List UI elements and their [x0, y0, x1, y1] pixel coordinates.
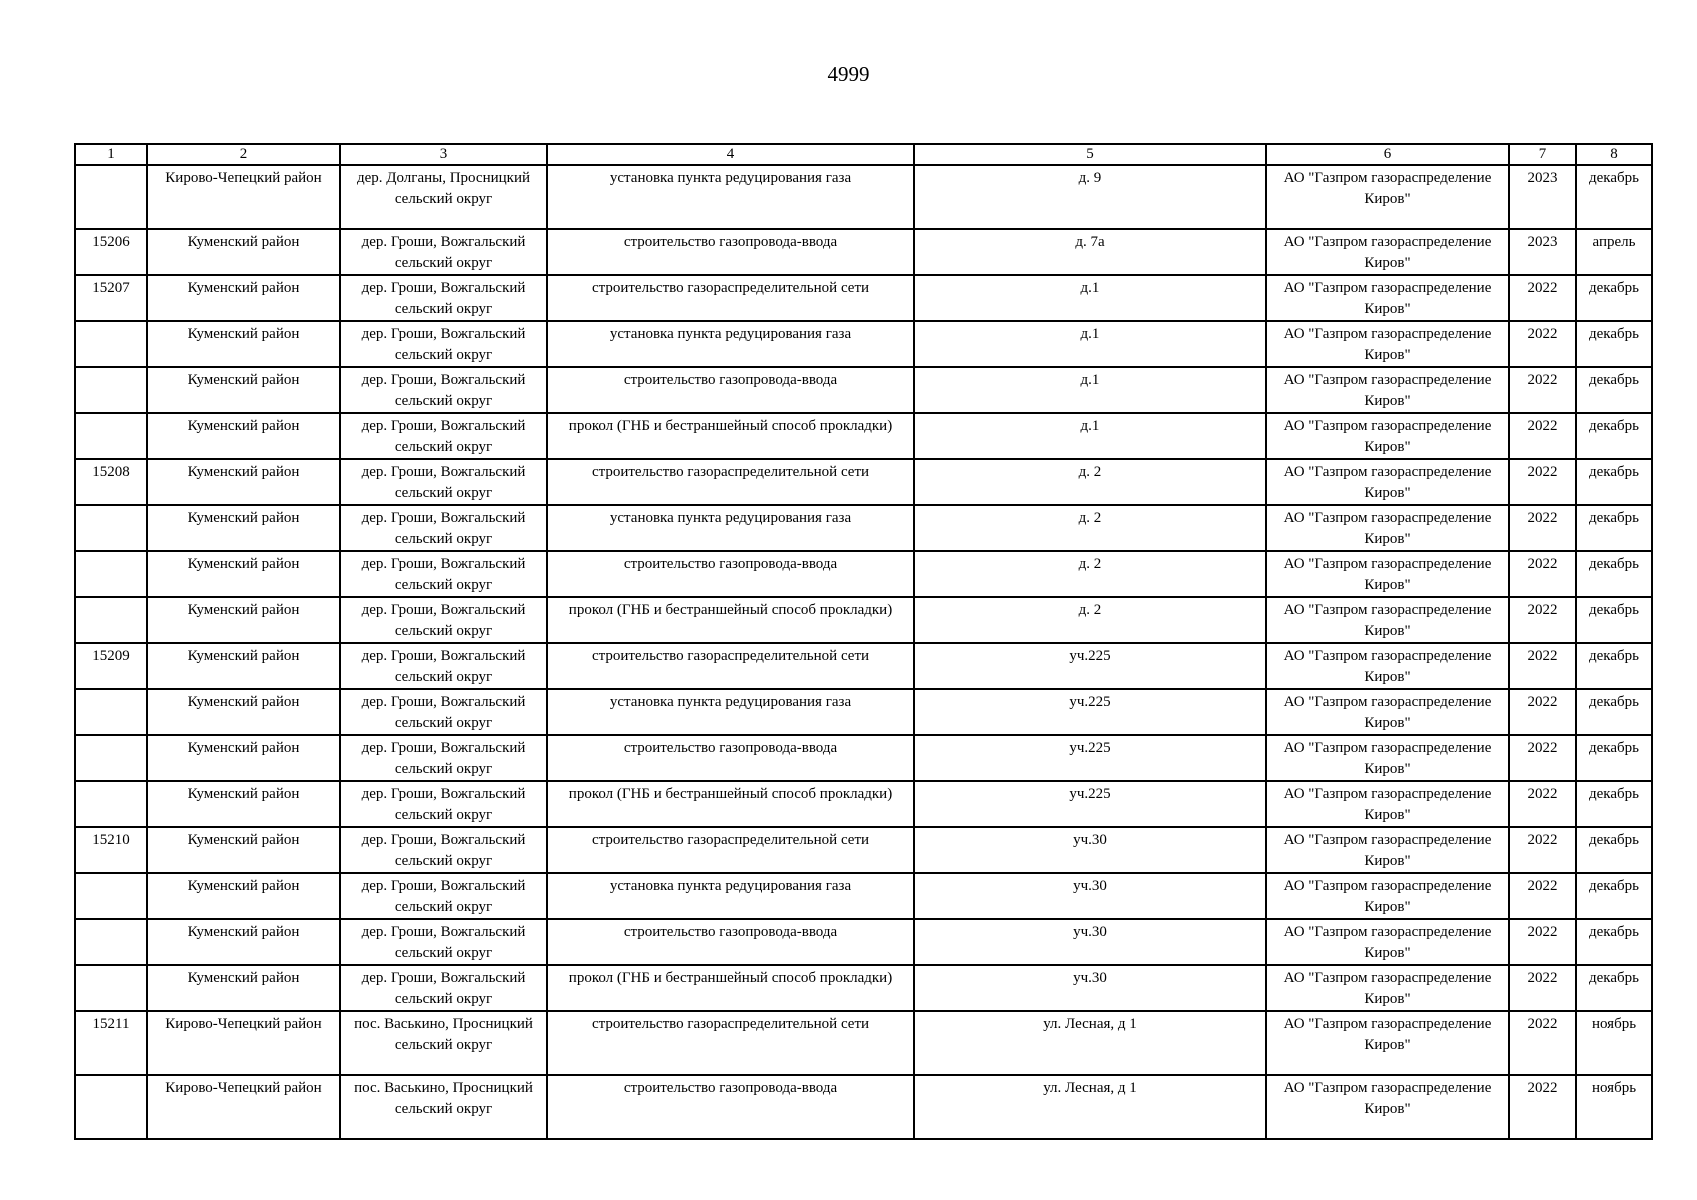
- address-cell: уч.30: [914, 919, 1266, 965]
- month-cell: декабрь: [1576, 597, 1652, 643]
- row-number-cell: 15209: [75, 643, 147, 689]
- year-cell: 2022: [1509, 367, 1576, 413]
- year-cell: 2022: [1509, 827, 1576, 873]
- column-header: 3: [340, 144, 547, 165]
- row-number-cell: [75, 689, 147, 735]
- district-cell: Куменский район: [147, 551, 340, 597]
- table-row: [75, 321, 1652, 367]
- month-cell: декабрь: [1576, 873, 1652, 919]
- year-cell: 2022: [1509, 551, 1576, 597]
- row-number-cell: 15206: [75, 229, 147, 275]
- settlement-cell: дер. Гроши, Вожгальский сельский округ: [340, 597, 547, 643]
- work-type-cell: установка пункта редуцирования газа: [547, 505, 914, 551]
- work-type-cell: установка пункта редуцирования газа: [547, 165, 914, 229]
- table-row: [75, 781, 1652, 827]
- district-cell: Куменский район: [147, 321, 340, 367]
- work-type-cell: установка пункта редуцирования газа: [547, 689, 914, 735]
- row-number-cell: 15207: [75, 275, 147, 321]
- organization-cell: АО "Газпром газораспределение Киров": [1266, 165, 1509, 229]
- address-cell: д. 2: [914, 459, 1266, 505]
- organization-cell: АО "Газпром газораспределение Киров": [1266, 321, 1509, 367]
- row-number-cell: 15210: [75, 827, 147, 873]
- table-row: [75, 505, 1652, 551]
- settlement-cell: дер. Гроши, Вожгальский сельский округ: [340, 735, 547, 781]
- month-cell: апрель: [1576, 229, 1652, 275]
- address-cell: уч.225: [914, 781, 1266, 827]
- table-row: [75, 551, 1652, 597]
- address-cell: д. 2: [914, 551, 1266, 597]
- table-row: [75, 229, 1652, 275]
- district-cell: Куменский район: [147, 781, 340, 827]
- work-type-cell: установка пункта редуцирования газа: [547, 321, 914, 367]
- row-number-cell: 15211: [75, 1011, 147, 1075]
- settlement-cell: дер. Гроши, Вожгальский сельский округ: [340, 551, 547, 597]
- settlement-cell: дер. Гроши, Вожгальский сельский округ: [340, 781, 547, 827]
- table-row: [75, 367, 1652, 413]
- district-cell: Куменский район: [147, 735, 340, 781]
- settlement-cell: дер. Долганы, Просницкий сельский округ: [340, 165, 547, 229]
- year-cell: 2022: [1509, 735, 1576, 781]
- month-cell: декабрь: [1576, 689, 1652, 735]
- work-type-cell: строительство газораспределительной сети: [547, 1011, 914, 1075]
- year-cell: 2022: [1509, 413, 1576, 459]
- row-number-cell: [75, 1075, 147, 1139]
- address-cell: уч.225: [914, 643, 1266, 689]
- month-cell: декабрь: [1576, 965, 1652, 1011]
- work-type-cell: установка пункта редуцирования газа: [547, 873, 914, 919]
- month-cell: ноябрь: [1576, 1075, 1652, 1139]
- row-number-cell: [75, 597, 147, 643]
- organization-cell: АО "Газпром газораспределение Киров": [1266, 735, 1509, 781]
- table-row: [75, 735, 1652, 781]
- organization-cell: АО "Газпром газораспределение Киров": [1266, 275, 1509, 321]
- address-cell: д.1: [914, 321, 1266, 367]
- row-number-cell: [75, 965, 147, 1011]
- district-cell: Куменский район: [147, 827, 340, 873]
- column-header: 4: [547, 144, 914, 165]
- year-cell: 2022: [1509, 689, 1576, 735]
- work-type-cell: строительство газопровода-ввода: [547, 551, 914, 597]
- month-cell: декабрь: [1576, 781, 1652, 827]
- organization-cell: АО "Газпром газораспределение Киров": [1266, 781, 1509, 827]
- organization-cell: АО "Газпром газораспределение Киров": [1266, 459, 1509, 505]
- organization-cell: АО "Газпром газораспределение Киров": [1266, 367, 1509, 413]
- row-number-cell: [75, 735, 147, 781]
- year-cell: 2023: [1509, 165, 1576, 229]
- table-row: [75, 1011, 1652, 1075]
- address-cell: д. 9: [914, 165, 1266, 229]
- district-cell: Куменский район: [147, 919, 340, 965]
- address-cell: д. 2: [914, 505, 1266, 551]
- year-cell: 2022: [1509, 781, 1576, 827]
- work-type-cell: строительство газораспределительной сети: [547, 827, 914, 873]
- table-row: [75, 919, 1652, 965]
- row-number-cell: [75, 413, 147, 459]
- organization-cell: АО "Газпром газораспределение Киров": [1266, 413, 1509, 459]
- month-cell: ноябрь: [1576, 1011, 1652, 1075]
- table-row: [75, 165, 1652, 229]
- settlement-cell: дер. Гроши, Вожгальский сельский округ: [340, 505, 547, 551]
- address-cell: ул. Лесная, д 1: [914, 1011, 1266, 1075]
- year-cell: 2022: [1509, 873, 1576, 919]
- address-cell: уч.225: [914, 689, 1266, 735]
- month-cell: декабрь: [1576, 413, 1652, 459]
- district-cell: Куменский район: [147, 229, 340, 275]
- organization-cell: АО "Газпром газораспределение Киров": [1266, 827, 1509, 873]
- year-cell: 2022: [1509, 275, 1576, 321]
- page-number: 4999: [827, 62, 870, 86]
- month-cell: декабрь: [1576, 367, 1652, 413]
- row-number-cell: [75, 165, 147, 229]
- row-number-cell: [75, 505, 147, 551]
- column-header: 5: [914, 144, 1266, 165]
- work-type-cell: строительство газопровода-ввода: [547, 919, 914, 965]
- table-row: [75, 1075, 1652, 1139]
- address-cell: уч.30: [914, 965, 1266, 1011]
- address-cell: уч.225: [914, 735, 1266, 781]
- work-type-cell: строительство газопровода-ввода: [547, 229, 914, 275]
- settlement-cell: дер. Гроши, Вожгальский сельский округ: [340, 689, 547, 735]
- organization-cell: АО "Газпром газораспределение Киров": [1266, 919, 1509, 965]
- district-cell: Кирово-Чепецкий район: [147, 1011, 340, 1075]
- settlement-cell: дер. Гроши, Вожгальский сельский округ: [340, 275, 547, 321]
- row-number-cell: 15208: [75, 459, 147, 505]
- row-number-cell: [75, 367, 147, 413]
- header-row: [75, 144, 1652, 165]
- work-type-cell: строительство газораспределительной сети: [547, 643, 914, 689]
- work-type-cell: строительство газопровода-ввода: [547, 735, 914, 781]
- month-cell: декабрь: [1576, 919, 1652, 965]
- address-cell: уч.30: [914, 873, 1266, 919]
- settlement-cell: дер. Гроши, Вожгальский сельский округ: [340, 321, 547, 367]
- district-cell: Куменский район: [147, 689, 340, 735]
- month-cell: декабрь: [1576, 165, 1652, 229]
- work-type-cell: строительство газораспределительной сети: [547, 459, 914, 505]
- district-cell: Куменский район: [147, 505, 340, 551]
- settlement-cell: дер. Гроши, Вожгальский сельский округ: [340, 919, 547, 965]
- district-cell: Куменский район: [147, 873, 340, 919]
- column-header: 6: [1266, 144, 1509, 165]
- address-cell: д. 7а: [914, 229, 1266, 275]
- table-row: [75, 873, 1652, 919]
- district-cell: Куменский район: [147, 413, 340, 459]
- organization-cell: АО "Газпром газораспределение Киров": [1266, 1011, 1509, 1075]
- organization-cell: АО "Газпром газораспределение Киров": [1266, 1075, 1509, 1139]
- district-cell: Куменский район: [147, 965, 340, 1011]
- settlement-cell: дер. Гроши, Вожгальский сельский округ: [340, 873, 547, 919]
- table-row: [75, 597, 1652, 643]
- row-number-cell: [75, 919, 147, 965]
- column-header: 8: [1576, 144, 1652, 165]
- district-cell: Куменский район: [147, 367, 340, 413]
- work-type-cell: прокол (ГНБ и бестраншейный способ прокладки): [547, 781, 914, 827]
- month-cell: декабрь: [1576, 643, 1652, 689]
- month-cell: декабрь: [1576, 735, 1652, 781]
- year-cell: 2022: [1509, 965, 1576, 1011]
- organization-cell: АО "Газпром газораспределение Киров": [1266, 965, 1509, 1011]
- year-cell: 2022: [1509, 643, 1576, 689]
- month-cell: декабрь: [1576, 551, 1652, 597]
- district-cell: Кирово-Чепецкий район: [147, 165, 340, 229]
- year-cell: 2022: [1509, 459, 1576, 505]
- year-cell: 2022: [1509, 919, 1576, 965]
- organization-cell: АО "Газпром газораспределение Киров": [1266, 551, 1509, 597]
- table-row: [75, 827, 1652, 873]
- address-cell: д. 2: [914, 597, 1266, 643]
- data-table: [74, 143, 1653, 1140]
- table-row: [75, 459, 1652, 505]
- settlement-cell: дер. Гроши, Вожгальский сельский округ: [340, 459, 547, 505]
- work-type-cell: строительство газораспределительной сети: [547, 275, 914, 321]
- district-cell: Куменский район: [147, 597, 340, 643]
- organization-cell: АО "Газпром газораспределение Киров": [1266, 689, 1509, 735]
- year-cell: 2023: [1509, 229, 1576, 275]
- settlement-cell: дер. Гроши, Вожгальский сельский округ: [340, 965, 547, 1011]
- settlement-cell: дер. Гроши, Вожгальский сельский округ: [340, 367, 547, 413]
- organization-cell: АО "Газпром газораспределение Киров": [1266, 505, 1509, 551]
- table-row: [75, 275, 1652, 321]
- work-type-cell: прокол (ГНБ и бестраншейный способ прокладки): [547, 413, 914, 459]
- year-cell: 2022: [1509, 321, 1576, 367]
- table-row: [75, 965, 1652, 1011]
- settlement-cell: дер. Гроши, Вожгальский сельский округ: [340, 827, 547, 873]
- year-cell: 2022: [1509, 505, 1576, 551]
- organization-cell: АО "Газпром газораспределение Киров": [1266, 643, 1509, 689]
- organization-cell: АО "Газпром газораспределение Киров": [1266, 229, 1509, 275]
- year-cell: 2022: [1509, 1075, 1576, 1139]
- row-number-cell: [75, 873, 147, 919]
- settlement-cell: дер. Гроши, Вожгальский сельский округ: [340, 413, 547, 459]
- year-cell: 2022: [1509, 1011, 1576, 1075]
- district-cell: Куменский район: [147, 643, 340, 689]
- address-cell: д.1: [914, 367, 1266, 413]
- month-cell: декабрь: [1576, 827, 1652, 873]
- organization-cell: АО "Газпром газораспределение Киров": [1266, 873, 1509, 919]
- address-cell: д.1: [914, 413, 1266, 459]
- district-cell: Куменский район: [147, 275, 340, 321]
- year-cell: 2022: [1509, 597, 1576, 643]
- work-type-cell: прокол (ГНБ и бестраншейный способ прокладки): [547, 965, 914, 1011]
- address-cell: уч.30: [914, 827, 1266, 873]
- work-type-cell: строительство газопровода-ввода: [547, 367, 914, 413]
- settlement-cell: дер. Гроши, Вожгальский сельский округ: [340, 229, 547, 275]
- settlement-cell: дер. Гроши, Вожгальский сельский округ: [340, 643, 547, 689]
- organization-cell: АО "Газпром газораспределение Киров": [1266, 597, 1509, 643]
- address-cell: д.1: [914, 275, 1266, 321]
- row-number-cell: [75, 321, 147, 367]
- address-cell: ул. Лесная, д 1: [914, 1075, 1266, 1139]
- column-header: 7: [1509, 144, 1576, 165]
- month-cell: декабрь: [1576, 275, 1652, 321]
- work-type-cell: прокол (ГНБ и бестраншейный способ прокладки): [547, 597, 914, 643]
- column-header: 2: [147, 144, 340, 165]
- table-row: [75, 643, 1652, 689]
- district-cell: Кирово-Чепецкий район: [147, 1075, 340, 1139]
- work-type-cell: строительство газопровода-ввода: [547, 1075, 914, 1139]
- settlement-cell: пос. Васькино, Просницкий сельский округ: [340, 1075, 547, 1139]
- month-cell: декабрь: [1576, 505, 1652, 551]
- month-cell: декабрь: [1576, 459, 1652, 505]
- table-row: [75, 413, 1652, 459]
- row-number-cell: [75, 551, 147, 597]
- column-header: 1: [75, 144, 147, 165]
- row-number-cell: [75, 781, 147, 827]
- settlement-cell: пос. Васькино, Просницкий сельский округ: [340, 1011, 547, 1075]
- month-cell: декабрь: [1576, 321, 1652, 367]
- district-cell: Куменский район: [147, 459, 340, 505]
- table-row: [75, 689, 1652, 735]
